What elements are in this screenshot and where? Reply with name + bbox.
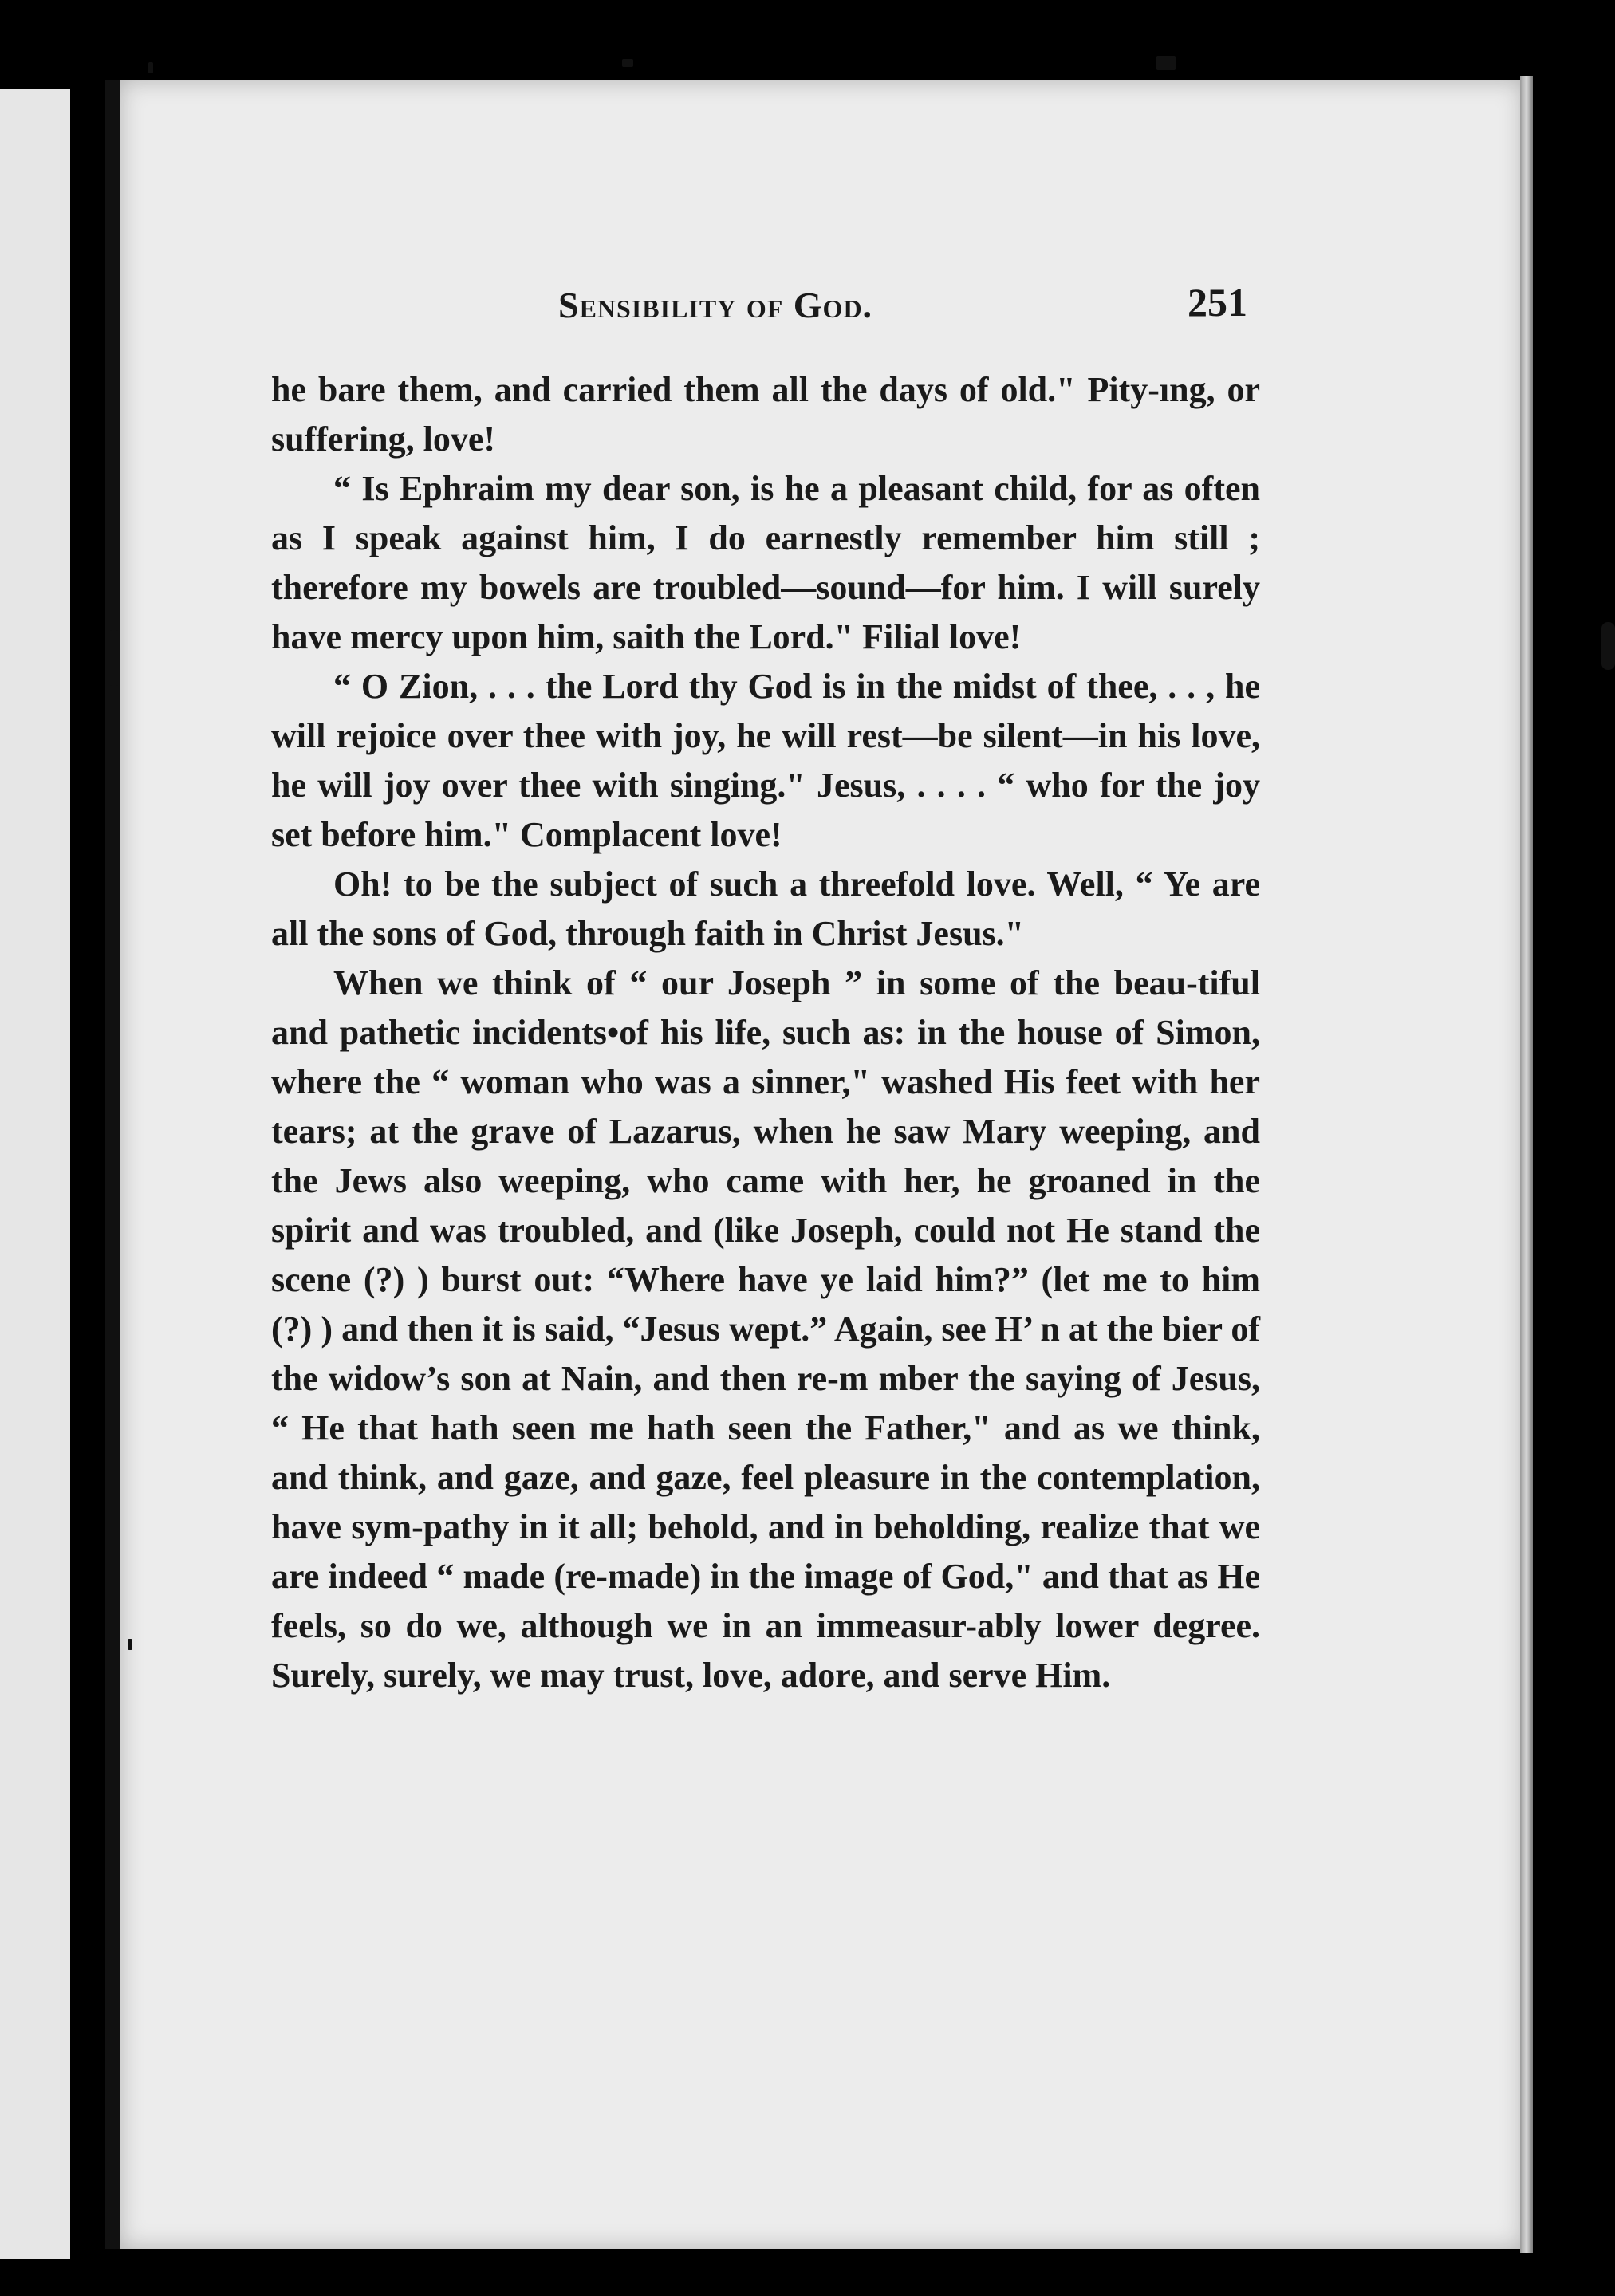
scan-speck (148, 62, 153, 73)
paragraph: “ O Zion, . . . the Lord thy God is in the midst of thee, . . , he will rejoice over thee with joy, he will rest—be silent—in his love, he will joy over thee with singing." Jesus, . . . . “ who for the joy set before him." Complacent love! (271, 667, 1260, 854)
page-header (271, 279, 1260, 335)
paragraph: Oh! to be the subject of such a threefold love. Well, “ Ye are all the sons of God, through faith in Christ Jesus." (271, 864, 1260, 953)
body-text (271, 365, 1260, 1700)
scan-speck (1601, 622, 1615, 670)
paragraph: he bare them, and carried them all the days of old." Pity-ıng, or suffering, love! (271, 370, 1260, 459)
scan-speck (1156, 56, 1176, 70)
paragraph: “ Is Ephraim my dear son, is he a pleasant child, for as often as I speak against him, I do earnestly remember him still ; therefore my bowels are troubled—sound—for him. I will surely have mercy upon him, saith the Lord." Filial love! (271, 469, 1260, 656)
scan-speck (110, 630, 118, 686)
scan-speck (128, 1639, 132, 1650)
page-number: 251 (1188, 280, 1247, 325)
scan-speck (622, 59, 633, 67)
paragraph: When we think of “ our Joseph ” in some of the beau-tiful and pathetic incidents•of his life, such as: in the house of Simon, where the “ woman who was a sinner," washed His feet with her tears; at the grave of Lazarus, when he saw Mary weeping, and the Jews also weeping, who came with her, he groaned in the spirit and was troubled, and (like Joseph, could not He stand the scene (?) ) burst out: “Where have ye laid him?” (let me to him (?) ) and then it is said, “Jesus wept.” Again, see H’ n at the bier of the widow’s son at Nain, and then re-m mber the saying of Jesus, “ He that hath seen me hath seen the Father," and as we think, and think, and gaze, and gaze, feel pleasure in the contemplation, have sym-pathy in it all; behold, and in beholding, realize that we are indeed “ made (re-made) in the image of God," and that as He feels, so do we, although we in an immeasur-ably lower degree. Surely, surely, we may trust, love, adore, and serve Him. (271, 963, 1260, 1695)
page-right-edge (1520, 76, 1533, 2253)
running-title: Sensibility of God. (558, 285, 873, 325)
facing-page-edge (0, 89, 70, 2259)
